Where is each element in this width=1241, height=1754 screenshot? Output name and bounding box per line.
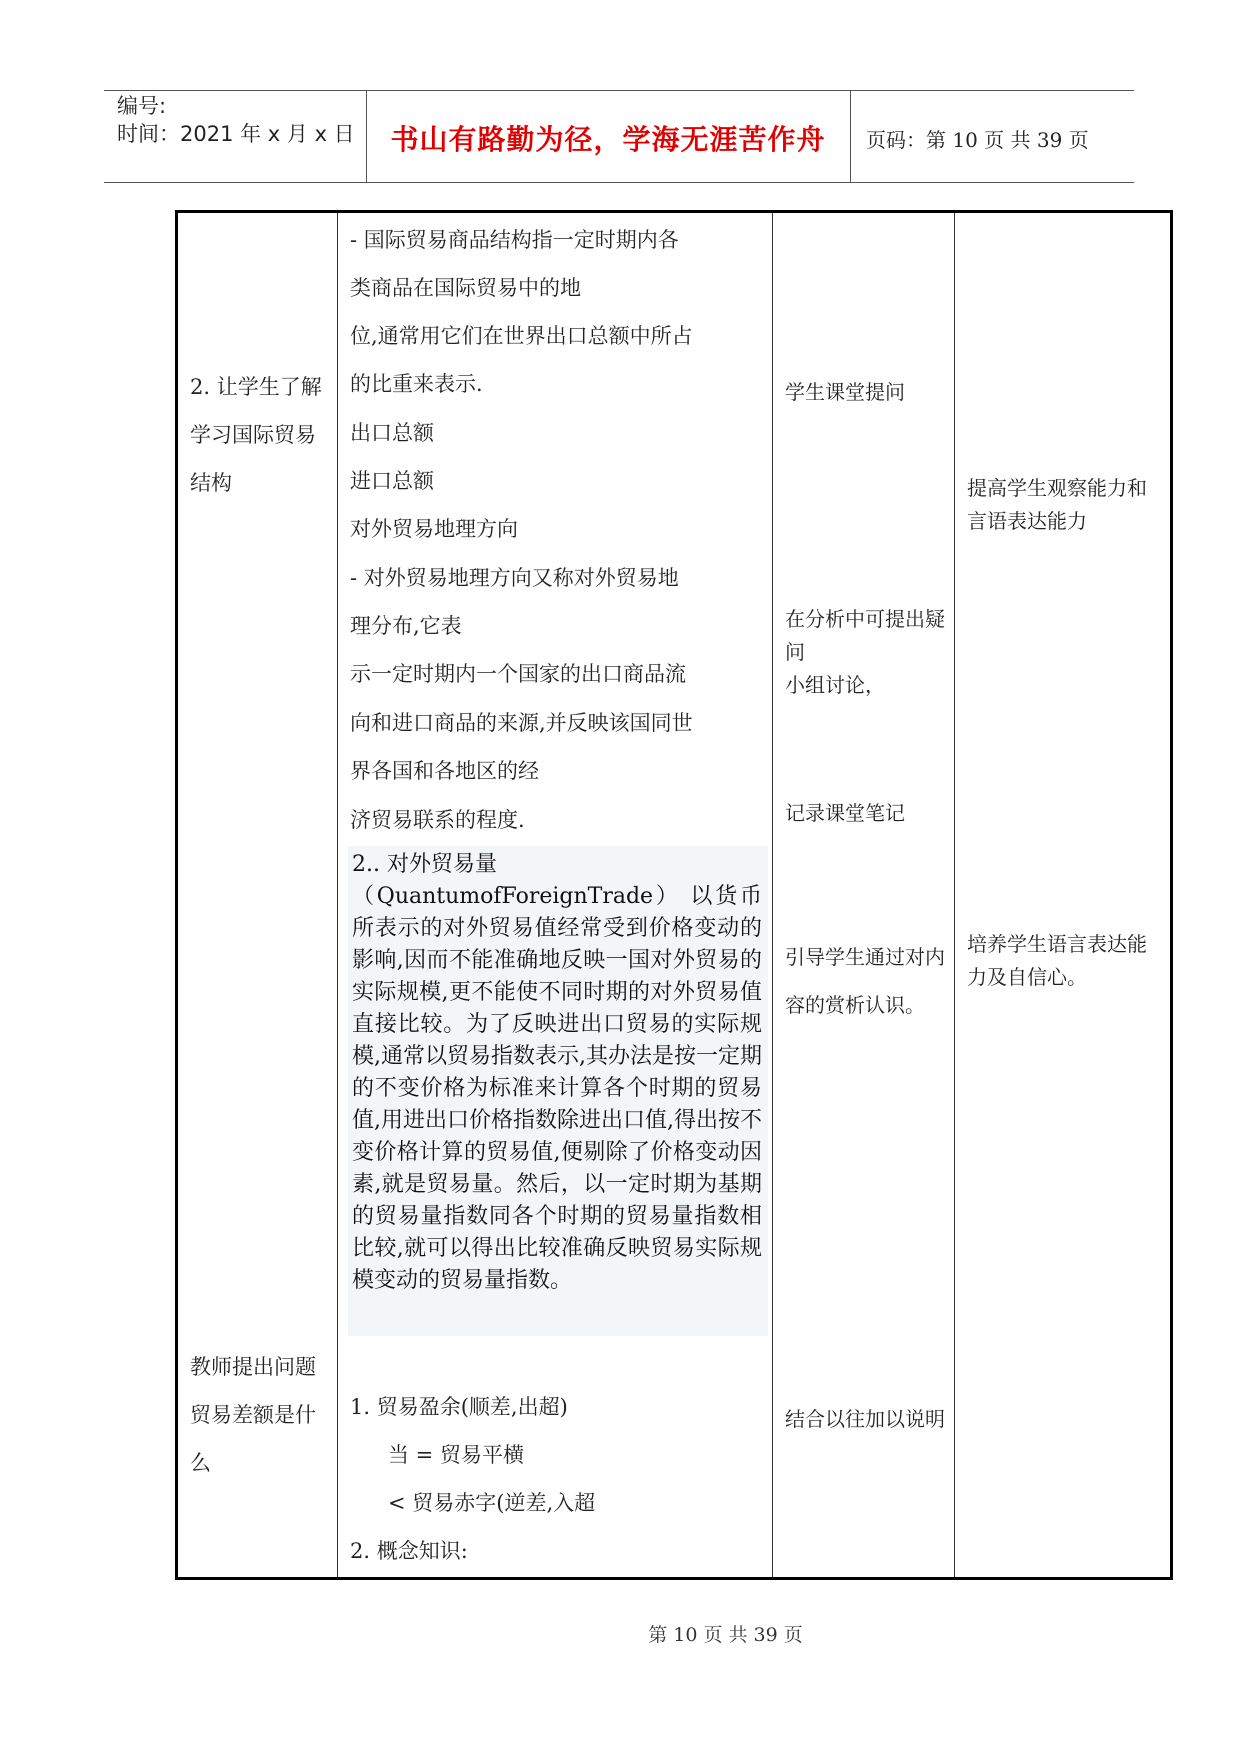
- content-line: - 国际贸易商品结构指一定时期内各: [350, 228, 679, 252]
- goal-line: 学习国际贸易: [190, 423, 316, 447]
- paragraph-title: 2.. 对外贸易量: [352, 852, 497, 877]
- activity-item: 学生课堂提问: [785, 380, 905, 404]
- doc-id-label: 编号:: [117, 94, 167, 118]
- content-line: 类商品在国际贸易中的地: [350, 276, 581, 300]
- content-line: 出口总额: [350, 421, 434, 445]
- content-line: 进口总额: [350, 469, 434, 493]
- activity-item: 小组讨论，: [785, 673, 885, 697]
- column-design-intent: [955, 212, 1172, 1579]
- paragraph-body: （QuantumofForeignTrade） 以货币所表示的对外贸易值经常受到价格变动的影响,因而不能准确地反映一国对外贸易的实际规模,更不能使不同时期的对外贸易值直接比较。为了反映进出口贸易的实际规模,通常以贸易指数表示,其办法是按一定期的不变价格为标准来计算各个时期的贸易值,用进出口价格指数除进出口值,得出按不变价格计算的贸易值,便剔除了价格变动因素,就是贸易量。然后，以一定时期为基期的贸易量指数同各个时期的贸易量指数相比较,就可以得出比较准确反映贸易实际规模变动的贸易量指数。: [352, 884, 762, 1293]
- header-divider-right: [850, 90, 851, 182]
- doc-time-label: 时间：2021 年 x 月 x 日: [117, 122, 355, 146]
- question-line: 教师提出问题: [190, 1355, 316, 1379]
- header-left: [117, 92, 355, 148]
- column-content: [338, 212, 773, 1579]
- goal-line: 2. 让学生了解: [190, 375, 322, 399]
- trade-volume-paragraph: [352, 849, 762, 1297]
- intent-item: 培养学生语言表达能力及自信心。: [967, 932, 1147, 989]
- content-line: 向和进口商品的来源,并反映该国同世: [350, 711, 693, 735]
- question-line: 贸易差额是什: [190, 1403, 316, 1427]
- column-teaching-goal: [177, 212, 338, 1579]
- content-line: 位,通常用它们在世界出口总额中所占: [350, 324, 693, 348]
- content-line: 的比重来表示.: [350, 372, 483, 396]
- question-line: 么: [190, 1451, 211, 1475]
- content-line: 1. 贸易盈余(顺差,出超): [350, 1395, 568, 1419]
- content-line: 当 = 贸易平横: [388, 1443, 524, 1467]
- activity-item: 在分析中可提出疑问: [785, 607, 945, 664]
- activity-item: 结合以往加以说明: [785, 1407, 945, 1431]
- content-line: 理分布,它表: [350, 614, 462, 638]
- lesson-table: [175, 210, 1173, 1580]
- activity-item: 引导学生通过对内容的赏析认识。: [785, 945, 945, 1017]
- header-divider-left: [366, 90, 367, 182]
- header-motto: 书山有路勤为径，学海无涯苦作舟: [390, 123, 826, 156]
- content-line: < 贸易赤字(逆差,入超: [388, 1491, 596, 1515]
- content-line: 界各国和各地区的经: [350, 759, 539, 783]
- content-line: 2. 概念知识:: [350, 1539, 468, 1563]
- goal-line: 结构: [190, 471, 232, 495]
- header-bottom-rule: [104, 182, 1134, 183]
- content-line: 济贸易联系的程度.: [350, 808, 525, 832]
- content-line: 对外贸易地理方向: [350, 517, 518, 541]
- column-student-activity: [773, 212, 955, 1579]
- intent-item: 提高学生观察能力和言语表达能力: [967, 476, 1147, 533]
- page-footer: 第 10 页 共 39 页: [648, 1624, 803, 1646]
- header-page-code: 页码：第 10 页 共 39 页: [866, 128, 1089, 152]
- content-line: - 对外贸易地理方向又称对外贸易地: [350, 566, 679, 590]
- activity-item: 记录课堂笔记: [785, 801, 905, 825]
- content-line: 示一定时期内一个国家的出口商品流: [350, 662, 686, 686]
- header-top-rule: [104, 90, 1134, 91]
